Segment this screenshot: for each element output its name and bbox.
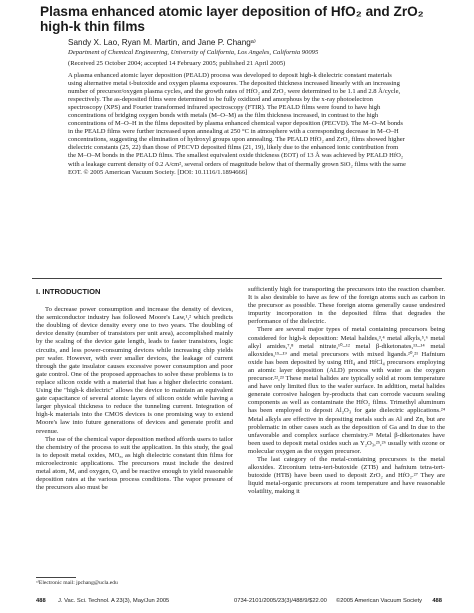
article-code: 0734-2101/2005/23(3)/488/9/$22.00 xyxy=(234,598,327,604)
copyright: ©2005 American Vacuum Society xyxy=(336,598,423,604)
footnote-divider xyxy=(36,577,76,578)
journal-citation: J. Vac. Sci. Technol. A 23(3), May/Jun 2005 xyxy=(58,598,170,604)
page-footer xyxy=(36,596,446,606)
paragraph: sufficiently high for transporting the precursors into the reaction chamber. It is also desirable to have as few of the foreign atoms such as carbon in the precursor as possible. These foreign atoms generally cause undesired impurity incorporation in the deposited films that degrades the performance of the dielectric. xyxy=(248,286,445,326)
page-number-left: 488 xyxy=(36,598,46,604)
footnote: ᵃ⁾Electronic mail: jpchang@ucla.edu xyxy=(36,580,118,586)
paragraph: The last category of the metal-containing precursors is the metal alkoxides. Zirconium tetra-tert-butoxide (ZTB) and hafnium tetra-tert-butoxide (HTB) have been used to deposit ZrO₂ and HfO₂.²⁷ They are liquid metal-organic precursors at room temperature and have reasonable volatility, making it xyxy=(248,455,445,496)
page-number-right: 488 xyxy=(432,598,442,604)
paragraph: There are several major types of metal containing precursors being considered for high-k deposition: Metal halides,³,⁴ metal alkyls,⁵,⁶ metal alkyl amides,⁷,⁸ metal nitrate,¹⁰–¹² metal β-diketonates,¹³–¹⁴ metal alkoxides,¹⁵–¹⁹ and metal precursors with mixed ligands.²⁰,²¹ Hafnium oxide has been deposited by using HfI₄ and HfCl₄ precursors employing an atomic layer deposition (ALD) process with water as the oxygen precursor.²²,²³ These metal halides are typically solid at room temperature and have only limited flux to the wafer surface. In addition, metal halides generate corrosive halogen by-products that can corrode vacuum sealing components as well as contaminate the HfO₂ films. Trimethyl aluminum has been employed to deposit Al₂O₃ for gate dielectric applications.²⁴ Metal alkyls are effective in depositing metals such as Al and Zn, but are problematic in other cases such as the deposition of Ga and In due to the unfavorable and complex surface chemistry.²⁵ Metal β-diketonates have been used to deposit metal oxides such as Y₂O₃,²⁵,²⁶ usually with ozone or molecular oxygen as the oxygen precursor. xyxy=(248,326,445,455)
right-column xyxy=(248,286,445,496)
received-dates: (Received 25 October 2004; accepted 14 February 2005; published 21 April 2005) xyxy=(68,60,286,67)
section-heading: I. INTRODUCTION xyxy=(36,287,101,296)
abstract: A plasma enhanced atomic layer deposition (PEALD) process was developed to deposit high-k dielectric constant materials using alternative metal t-butoxide and oxygen plasma exposures. The deposited thickness increased linearly with an increasing number of precursor/oxygen plasma cycles, and the growth rates of HfO₂ and ZrO₂ were determined to be 1.1 and 2.8 Å/cycle, respectively. The as-deposited films were determined to be fully oxidized and amorphous by the x-ray photoelectron spectroscopy (XPS) and Fourier transformed infrared spectroscopy (FTIR). The PEALD films were found to have high concentrations of bridging oxygen bonds with metals (M–O–M) as the film thickness increased, in contrast to the high concentrations of M–O–H in the films deposited by plasma enhanced chemical vapor deposition (PECVD). The M–O–M bonds in the PEALD films were further increased upon annealing at 250 °C in atmosphere with a corresponding decrease in M–O–H concentrations, suggesting the elimination of hydroxyl groups upon annealing. The PEALD HfO₂ and ZrO₂ films showed higher dielectric constants (25, 22) than those of PECVD deposited films (21, 19), likely due to the enhanced ionic contribution from the M–O–M bonds in the PEALD films. The smallest equivalent oxide thickness (EOT) of 13 Å was achieved by PEALD HfO₂ with a leakage current density of 0.2 A/cm², several orders of magnitude below that of thermally grown SiO₂ films with the same EOT. © 2005 American Vacuum Society. [DOI: 10.1116/1.1894666] xyxy=(68,72,406,176)
left-column xyxy=(36,286,233,492)
paragraph: The use of the chemical vapor deposition method affords users to tailor the chemistry of the process to suit the application. In this study, the goal is to deposit metal oxides, MOₓ, as high dielectric constant thin films for microelectronic applications. The precursors must include the desired metal atom, M, and oxygen, O, and be reactive enough to yield reasonable deposition rates at the various process conditions. The vapor pressure of the precursors also must be xyxy=(36,435,233,492)
affiliation: Department of Chemical Engineering, University of California, Los Angeles, California 90095 xyxy=(68,49,319,56)
paragraph: To decrease power consumption and increase the density of devices, the semiconductor industry has followed Moore's Law,¹,² which predicts the doubling of device density every one to two years. The doubling of device density (number of transistors per unit area), accomplished mainly by the scaling of the device gate length, leads to faster transistors, logic circuits, and less power-consuming devices while increasing chip yields per wafer. However, with ever smaller devices, the leakage of current through the gate insulator causes excessive power consumption and poor gate control. One of the proposed approaches to solve these problems is to replace silicon oxide with a material that has a higher dielectric constant. Using the "high-k dielectric" allows the device to maintain an equivalent gate capacitance of several atomic layers of silicon oxide while having a larger physical thickness to reduce the tunneling current. Integration of high-k materials into the CMOS devices is one promising way to extend Moore's law into future generations of devices and generate profit and revenue. xyxy=(36,306,233,435)
abstract-divider xyxy=(32,278,442,279)
article-title: Plasma enhanced atomic layer deposition of HfO₂ and ZrO₂ high-k thin films xyxy=(40,4,424,34)
author-list: Sandy X. Lao, Ryan M. Martin, and Jane P. Changᵃ⁾ xyxy=(68,38,256,47)
